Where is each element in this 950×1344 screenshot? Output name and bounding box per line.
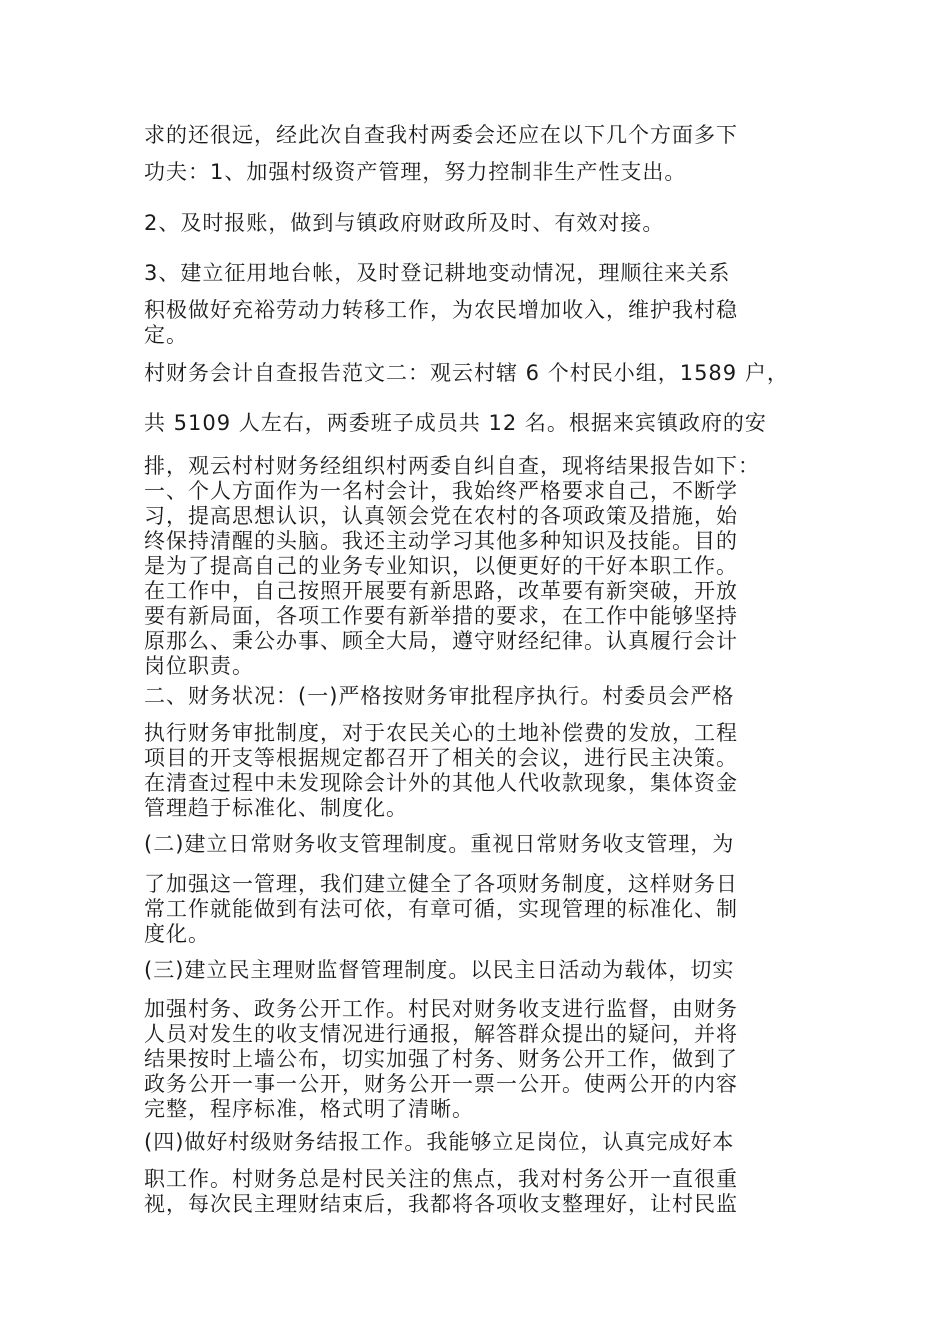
- paragraph-3: [144, 261, 808, 348]
- text-line: (二)建立日常财务收支管理制度。重视日常财务收支管理，为: [144, 832, 735, 856]
- text-line: 管理趋于标准化、制度化。: [144, 796, 408, 820]
- paragraph-8: [144, 721, 808, 821]
- text-line: 排，观云村村财务经组织村两委自纠自查，现将结果报告如下：: [144, 454, 760, 478]
- paragraph-14: [144, 1167, 808, 1217]
- text-line: 视，每次民主理财结束后，我都将各项收支整理好，让村民监: [144, 1192, 738, 1216]
- text-line: 执行财务审批制度，对于农民关心的土地补偿费的发放，工程: [144, 721, 738, 745]
- text-line: 定。: [144, 323, 188, 347]
- text-line: 功夫：1、加强村级资产管理，努力控制非生产性支出。: [144, 160, 687, 184]
- text-line: 习，提高思想认识，认真领会党在农村的各项政策及措施，始: [144, 504, 738, 528]
- text-line: 度化。: [144, 922, 210, 946]
- text-line: 岗位职责。: [144, 654, 254, 678]
- text-line: 了加强这一管理，我们建立健全了各项财务制度，这样财务日: [144, 872, 738, 896]
- text-line: 在工作中，自己按照开展要有新思路，改革要有新突破，开放: [144, 579, 738, 603]
- text-line: 终保持清醒的头脑。我还主动学习其他多种知识及技能。目的: [144, 529, 738, 553]
- paragraph-7: [144, 684, 808, 709]
- text-line: 一、个人方面作为一名村会计，我始终严格要求自己，不断学: [144, 479, 738, 503]
- paragraph-13: [144, 1130, 808, 1155]
- text-line: 职工作。村财务总是村民关注的焦点，我对村务公开一直很重: [144, 1167, 738, 1191]
- text-line: 项目的开支等根据规定都召开了相关的会议，进行民主决策。: [144, 746, 738, 770]
- text-line: (四)做好村级财务结报工作。我能够立足岗位，认真完成好本: [144, 1130, 735, 1154]
- text-line: 在清查过程中未发现除会计外的其他人代收款现象，集体资金: [144, 771, 738, 795]
- text-line: 二、财务状况：(一)严格按财务审批程序执行。村委员会严格: [144, 684, 735, 708]
- text-line: 积极做好充裕劳动力转移工作，为农民增加收入，维护我村稳: [144, 298, 738, 322]
- text-line: 政务公开一事一公开，财务公开一票一公开。使两公开的内容: [144, 1072, 738, 1096]
- text-line: 原那么、秉公办事、顾全大局，遵守财经纪律。认真履行会计: [144, 629, 738, 653]
- paragraph-2: [144, 211, 808, 236]
- text-line: 完整，程序标准，格式明了清晰。: [144, 1097, 474, 1121]
- text-line: 人员对发生的收支情况进行通报，解答群众提出的疑问，并将: [144, 1022, 738, 1046]
- text-line: 要有新局面，各项工作要有新举措的要求，在工作中能够坚持: [144, 604, 738, 628]
- text-line: 3、建立征用地台帐，及时登记耕地变动情况，理顺往来关系: [144, 261, 731, 285]
- text-line: 村财务会计自查报告范文二：观云村辖 6 个村民小组，1589 户，: [144, 361, 789, 385]
- paragraph-12: [144, 997, 808, 1122]
- text-line: 加强村务、政务公开工作。村民对财务收支进行监督，由财务: [144, 997, 738, 1021]
- paragraph-6: [144, 454, 808, 679]
- paragraph-11: [144, 958, 808, 983]
- paragraph-4: [144, 361, 808, 386]
- text-line: 2、及时报账，做到与镇政府财政所及时、有效对接。: [144, 211, 665, 235]
- paragraph-1: [144, 123, 808, 185]
- text-line: 求的还很远，经此次自查我村两委会还应在以下几个方面多下: [144, 123, 738, 147]
- text-line: (三)建立民主理财监督管理制度。以民主日活动为载体，切实: [144, 958, 735, 982]
- paragraph-5: [144, 411, 808, 436]
- paragraph-9: [144, 832, 808, 857]
- text-line: 结果按时上墙公布，切实加强了村务、财务公开工作，做到了: [144, 1047, 738, 1071]
- text-line: 常工作就能做到有法可依，有章可循，实现管理的标准化、制: [144, 897, 738, 921]
- text-line: 是为了提高自己的业务专业知识，以便更好的干好本职工作。: [144, 554, 738, 578]
- text-line: 共 5109 人左右，两委班子成员共 12 名。根据来宾镇政府的安: [144, 411, 767, 435]
- paragraph-10: [144, 872, 808, 947]
